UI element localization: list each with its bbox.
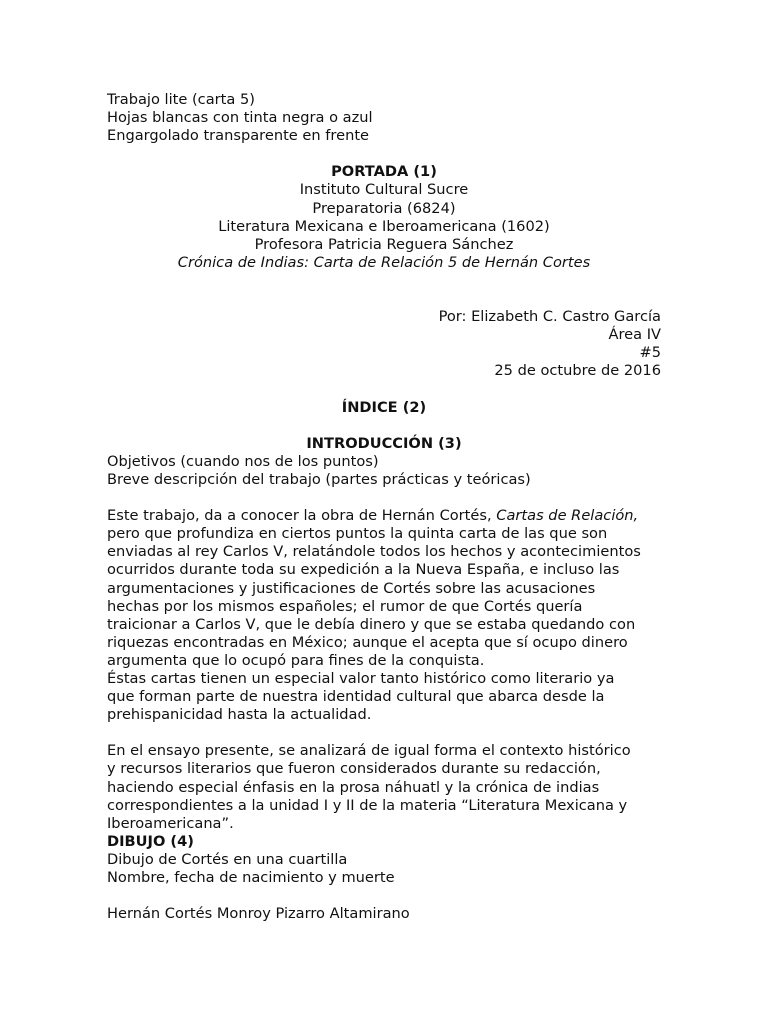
introduccion-section [107, 435, 661, 833]
intro-line: En el ensayo presente, se analizará de igual forma el contexto histórico [107, 742, 631, 760]
author-block [107, 308, 661, 380]
intro-line: Éstas cartas tienen un especial valor tanto histórico como literario ya [107, 670, 615, 687]
note-line: Engargolado transparente en frente [107, 127, 370, 145]
intro-line: haciendo especial énfasis en la prosa náhuatl y la crónica de indias [107, 778, 600, 796]
header-notes [107, 91, 661, 145]
intro-note: Breve descripción del trabajo (partes prácticas y teóricas) [107, 470, 531, 488]
portada-work-title: Crónica de Indias: Carta de Relación 5 de Hernán Cortes [177, 253, 591, 271]
indice-heading: ÍNDICE (2) [341, 398, 427, 416]
intro-line: ocurridos durante toda su expedición a la Nueva España, e incluso las [107, 561, 620, 579]
intro-line: traicionar a Carlos V, que le debía dinero y que se estaba quedando con [107, 615, 636, 633]
intro-paragraph-first-line [107, 507, 661, 525]
intro-line: que forman parte de nuestra identidad cultural que abarca desde la [107, 688, 605, 706]
intro-line: hechas por los mismos españoles; el rumor de que Cortés quería [107, 597, 583, 615]
intro-line: prehispanicidad hasta la actualidad. [107, 706, 372, 724]
note-line: Trabajo lite (carta 5) [107, 91, 255, 108]
author-name: Por: Elizabeth C. Castro García [438, 308, 661, 326]
dibujo-name-line: Hernán Cortés Monroy Pizarro Altamirano [107, 905, 410, 923]
portada-line: Instituto Cultural Sucre [299, 181, 469, 199]
document-page [107, 91, 661, 923]
intro-line: Iberoamericana”. [107, 814, 234, 832]
author-date: 25 de octubre de 2016 [494, 362, 661, 380]
intro-note: Objetivos (cuando nos de los puntos) [107, 452, 379, 470]
dibujo-line: Nombre, fecha de nacimiento y muerte [107, 869, 395, 887]
intro-line: argumenta que lo ocupó para fines de la conquista. [107, 651, 485, 669]
dibujo-line: Dibujo de Cortés en una cuartilla [107, 850, 348, 868]
portada-line: Preparatoria (6824) [312, 199, 456, 217]
intro-line: argumentaciones y justificaciones de Cortés sobre las acusaciones [107, 579, 596, 597]
intro-italic-title: Cartas de Relación, [496, 507, 639, 525]
portada-line: Profesora Patricia Reguera Sánchez [254, 235, 514, 253]
intro-line: riquezas encontradas en México; aunque el acepta que sí ocupo dinero [107, 633, 628, 651]
intro-line: correspondientes a la unidad I y II de la materia “Literatura Mexicana y [107, 796, 628, 814]
dibujo-heading: DIBUJO (4) [107, 832, 194, 850]
portada-section [107, 163, 661, 272]
intro-line: enviadas al rey Carlos V, relatándole todos los hechos y acontecimientos [107, 543, 641, 561]
author-number: #5 [639, 344, 661, 362]
portada-line: Literatura Mexicana e Iberoamericana (1602) [218, 217, 550, 235]
intro-line: pero que profundiza en ciertos puntos la quinta carta de las que son [107, 525, 608, 543]
portada-heading: PORTADA (1) [331, 163, 437, 181]
note-line: Hojas blancas con tinta negra o azul [107, 109, 373, 127]
intro-text: Este trabajo, da a conocer la obra de Hernán Cortés, [107, 507, 497, 525]
author-area: Área IV [608, 326, 661, 344]
introduccion-heading: INTRODUCCIÓN (3) [306, 434, 462, 452]
dibujo-section [107, 833, 661, 923]
intro-line: y recursos literarios que fueron considerados durante su redacción, [107, 760, 601, 778]
